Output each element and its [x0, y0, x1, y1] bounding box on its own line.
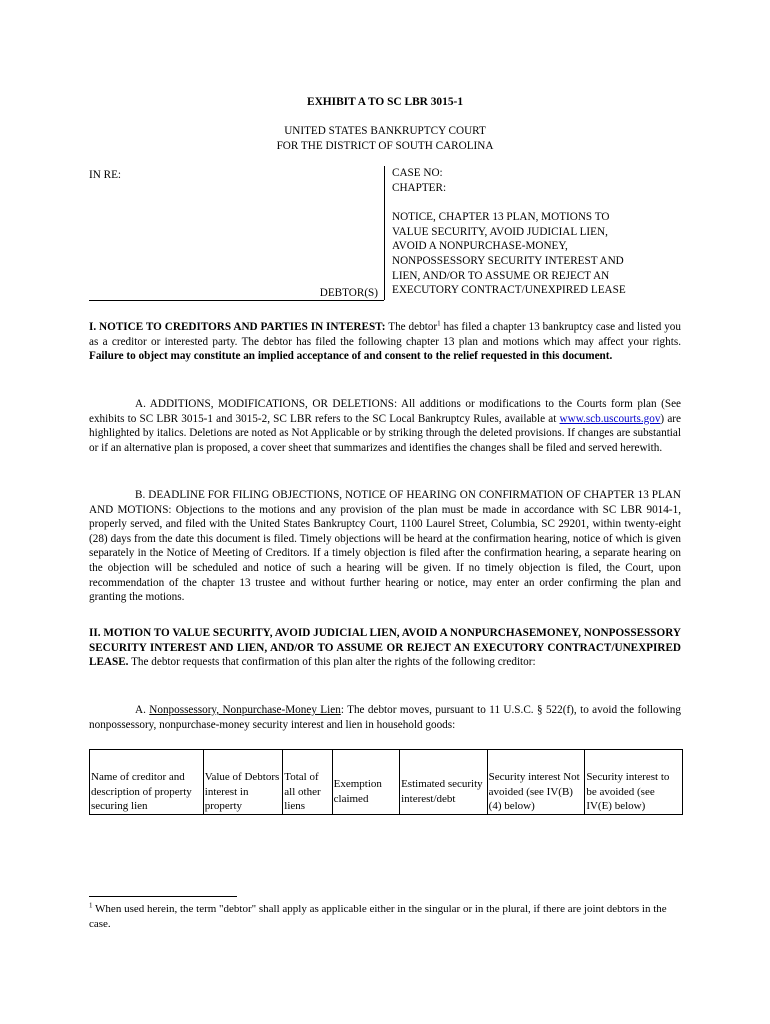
table-header-cell: Total of all other liens	[283, 750, 332, 815]
footnote-text: When used herein, the term "debtor" shall apply as applicable either in the singular or in the plural, if there are joint debtors in the case.	[89, 903, 667, 930]
chapter-label: CHAPTER:	[392, 181, 447, 194]
court-website-link[interactable]: www.scb.uscourts.gov	[559, 412, 661, 425]
in-re-label: IN RE:	[89, 169, 122, 181]
caption-title-line: AVOID A NONPURCHASE-MONEY,	[392, 240, 568, 253]
section-1-warning: Failure to object may constitute an implied acceptance of and consent to the relief requested in this document.	[89, 350, 613, 363]
caption-title-line: NOTICE, CHAPTER 13 PLAN, MOTIONS TO	[392, 211, 610, 224]
table-header-cell: Security interest to be avoided (see IV(E) below)	[585, 750, 683, 815]
table-header-cell: Name of creditor and description of property securing lien	[90, 750, 204, 815]
caption-title-line: NONPOSSESSORY SECURITY INTEREST AND	[392, 254, 624, 267]
table-header-row	[90, 750, 683, 815]
court-line-1: UNITED STATES BANKRUPTCY COURT	[284, 125, 486, 137]
exhibit-title: EXHIBIT A TO SC LBR 3015-1	[306, 96, 464, 108]
case-caption	[89, 166, 679, 300]
section-1-text-b: has filed a chapter 13 bankruptcy case and listed you as a creditor or interested party. The debtor has filed the following chapter 13 plan and motions which may affect your rights.	[89, 321, 681, 348]
caption-debtor-box	[89, 166, 384, 301]
table-header-cell: Exemption claimed	[332, 750, 399, 815]
section-2-motion	[89, 626, 681, 670]
paragraph-2a-prefix: A.	[135, 704, 150, 716]
footnote	[89, 902, 681, 931]
caption-title-line: VALUE SECURITY, AVOID JUDICIAL LIEN,	[392, 225, 608, 238]
case-no-label: CASE NO:	[392, 167, 443, 179]
paragraph-nonpossessory-lien	[89, 703, 681, 732]
court-line-2: FOR THE DISTRICT OF SOUTH CAROLINA	[276, 139, 494, 152]
court-name	[0, 124, 770, 153]
paragraph-2a-heading: Nonpossessory, Nonpurchase-Money Lien	[149, 704, 341, 716]
section-2-text: The debtor requests that confirmation of this plan alter the rights of the following creditor:	[128, 656, 536, 669]
paragraph-additions-text-a: A. ADDITIONS, MODIFICATIONS, OR DELETIONS: All additions or modifications to the Courts form plan (See exhibits to SC LBR 3015-1 and 3015-2, SC LBR refers to the SC Local Bankruptcy Rules, available at	[89, 398, 681, 425]
paragraph-2a-text: : The debtor moves, pursuant to 11 U.S.C. § 522(f), to avoid the following nonpossessory, nonpurchase-money security interest and lien in household goods:	[89, 704, 681, 731]
table-header-cell: Estimated security interest/debt	[400, 750, 488, 815]
section-1-heading: I. NOTICE TO CREDITORS AND PARTIES IN INTEREST:	[89, 321, 386, 333]
footnote-number: 1	[89, 901, 93, 910]
footnote-ref[interactable]: 1	[437, 319, 441, 328]
section-2-heading: II. MOTION TO VALUE SECURITY, AVOID JUDICIAL LIEN, AVOID A NONPURCHASEMONEY, NONPOSSESSORY SECURITY INTEREST AND LIEN, AND/OR TO ASSUME OR REJECT AN EXECUTORY CONTRACT/UNEXPIRED LEASE.	[89, 627, 681, 669]
caption-case-info	[392, 166, 682, 298]
paragraph-additions	[89, 397, 681, 455]
section-1-notice	[89, 320, 681, 364]
caption-title-line: LIEN, AND/OR TO ASSUME OR REJECT AN	[392, 269, 610, 282]
caption-divider	[384, 166, 385, 300]
footnote-separator	[89, 896, 237, 897]
table-header-cell: Value of Debtors interest in property	[203, 750, 283, 815]
table-header-cell: Security interest Not avoided (see IV(B)(4) below)	[487, 750, 585, 815]
paragraph-deadline: B. DEADLINE FOR FILING OBJECTIONS, NOTICE OF HEARING ON CONFIRMATION OF CHAPTER 13 PLAN AND MOTIONS: Objections to the motions and any provision of the plan must be made in accordance with SC LBR 9014-1, properly served, and filed with the United States Bankruptcy Court, 1100 Laurel Street, Columbia, SC 29201, within twenty-eight (28) days from the date this document is filed. Timely objections will be heard at the confirmation hearing, notice of which is given separately in the Notice of Meeting of Creditors. If a timely objection is filed after the confirmation hearing, a separate hearing on the objection will be scheduled and notice of such a hearing will be given. If no timely objection is filed, the Court, upon recommendation of the chapter 13 trustee and without further hearing or notice, may enter an order confirming the plan and granting the motions.	[89, 489, 681, 604]
lien-avoidance-table	[89, 749, 683, 815]
paragraph-additions-text-b: ) are highlighted by italics. Deletions are noted as Not Applicable or by striking through the deleted provisions. If changes are substantial or if an alternative plan is proposed, a cover sheet that summarizes and identifies the changes shall be filed and served herewith.	[89, 412, 681, 454]
debtors-label: DEBTOR(S)	[319, 287, 378, 300]
section-1-text-a: The debtor	[385, 321, 438, 333]
caption-title-line: EXECUTORY CONTRACT/UNEXPIRED LEASE	[392, 284, 626, 297]
